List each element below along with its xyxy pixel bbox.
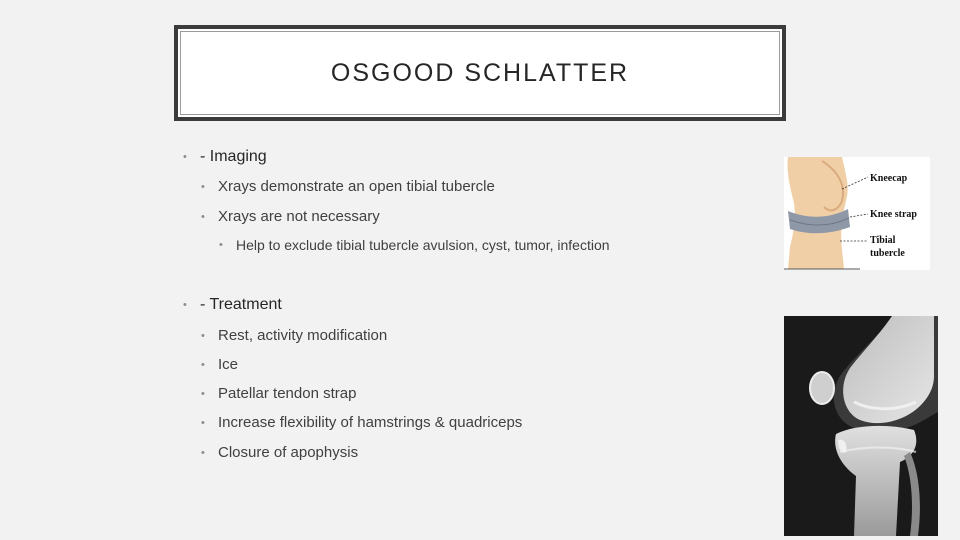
section-heading-treatment: - Treatment bbox=[200, 296, 282, 313]
sub-list-item bbox=[219, 237, 610, 253]
list-item-text: Patellar tendon strap bbox=[218, 385, 357, 402]
bullet-dot: • bbox=[201, 416, 205, 429]
list-item bbox=[201, 356, 238, 373]
bullet-dot: • bbox=[183, 299, 187, 311]
bullet-dot: • bbox=[201, 329, 205, 342]
bullet-dot: • bbox=[201, 210, 205, 223]
list-item-text: Increase flexibility of hamstrings & quadriceps bbox=[218, 414, 523, 431]
bullet-dot: • bbox=[201, 180, 205, 193]
title-box bbox=[174, 25, 786, 121]
label-knee-strap: Knee strap bbox=[870, 209, 917, 220]
label-tubercle: tubercle bbox=[870, 248, 905, 259]
list-item bbox=[201, 327, 387, 344]
bullet-dot: • bbox=[201, 358, 205, 371]
list-item bbox=[201, 385, 356, 402]
slide-title: OSGOOD SCHLATTER bbox=[330, 58, 630, 87]
label-kneecap: Kneecap bbox=[870, 173, 908, 184]
knee-xray-image bbox=[784, 316, 938, 536]
xray-drawing bbox=[784, 316, 938, 536]
list-item bbox=[201, 414, 522, 431]
bullet-dot: • bbox=[201, 387, 205, 400]
list-item-text: Xrays demonstrate an open tibial tubercle bbox=[218, 178, 495, 195]
section-heading-imaging: - Imaging bbox=[200, 148, 267, 165]
list-item-text: Ice bbox=[218, 356, 239, 373]
label-tibial: Tibial bbox=[870, 235, 896, 246]
bullet-dot: • bbox=[219, 239, 223, 251]
sub-list-item-text: Help to exclude tibial tubercle avulsion, cyst, tumor, infection bbox=[236, 237, 610, 253]
bullet-imaging bbox=[183, 148, 267, 166]
patella-bone bbox=[810, 372, 834, 404]
list-item bbox=[201, 208, 380, 225]
strap-leader bbox=[850, 214, 868, 217]
list-item-text: Closure of apophysis bbox=[218, 444, 359, 461]
list-item-text: Xrays are not necessary bbox=[218, 208, 380, 225]
list-item bbox=[201, 178, 495, 195]
bullet-dot: • bbox=[183, 151, 187, 163]
list-item bbox=[201, 444, 358, 461]
list-item-text: Rest, activity modification bbox=[218, 327, 388, 344]
bullet-treatment bbox=[183, 296, 282, 314]
knee-strap-illustration bbox=[784, 157, 930, 270]
bullet-dot: • bbox=[201, 446, 205, 459]
